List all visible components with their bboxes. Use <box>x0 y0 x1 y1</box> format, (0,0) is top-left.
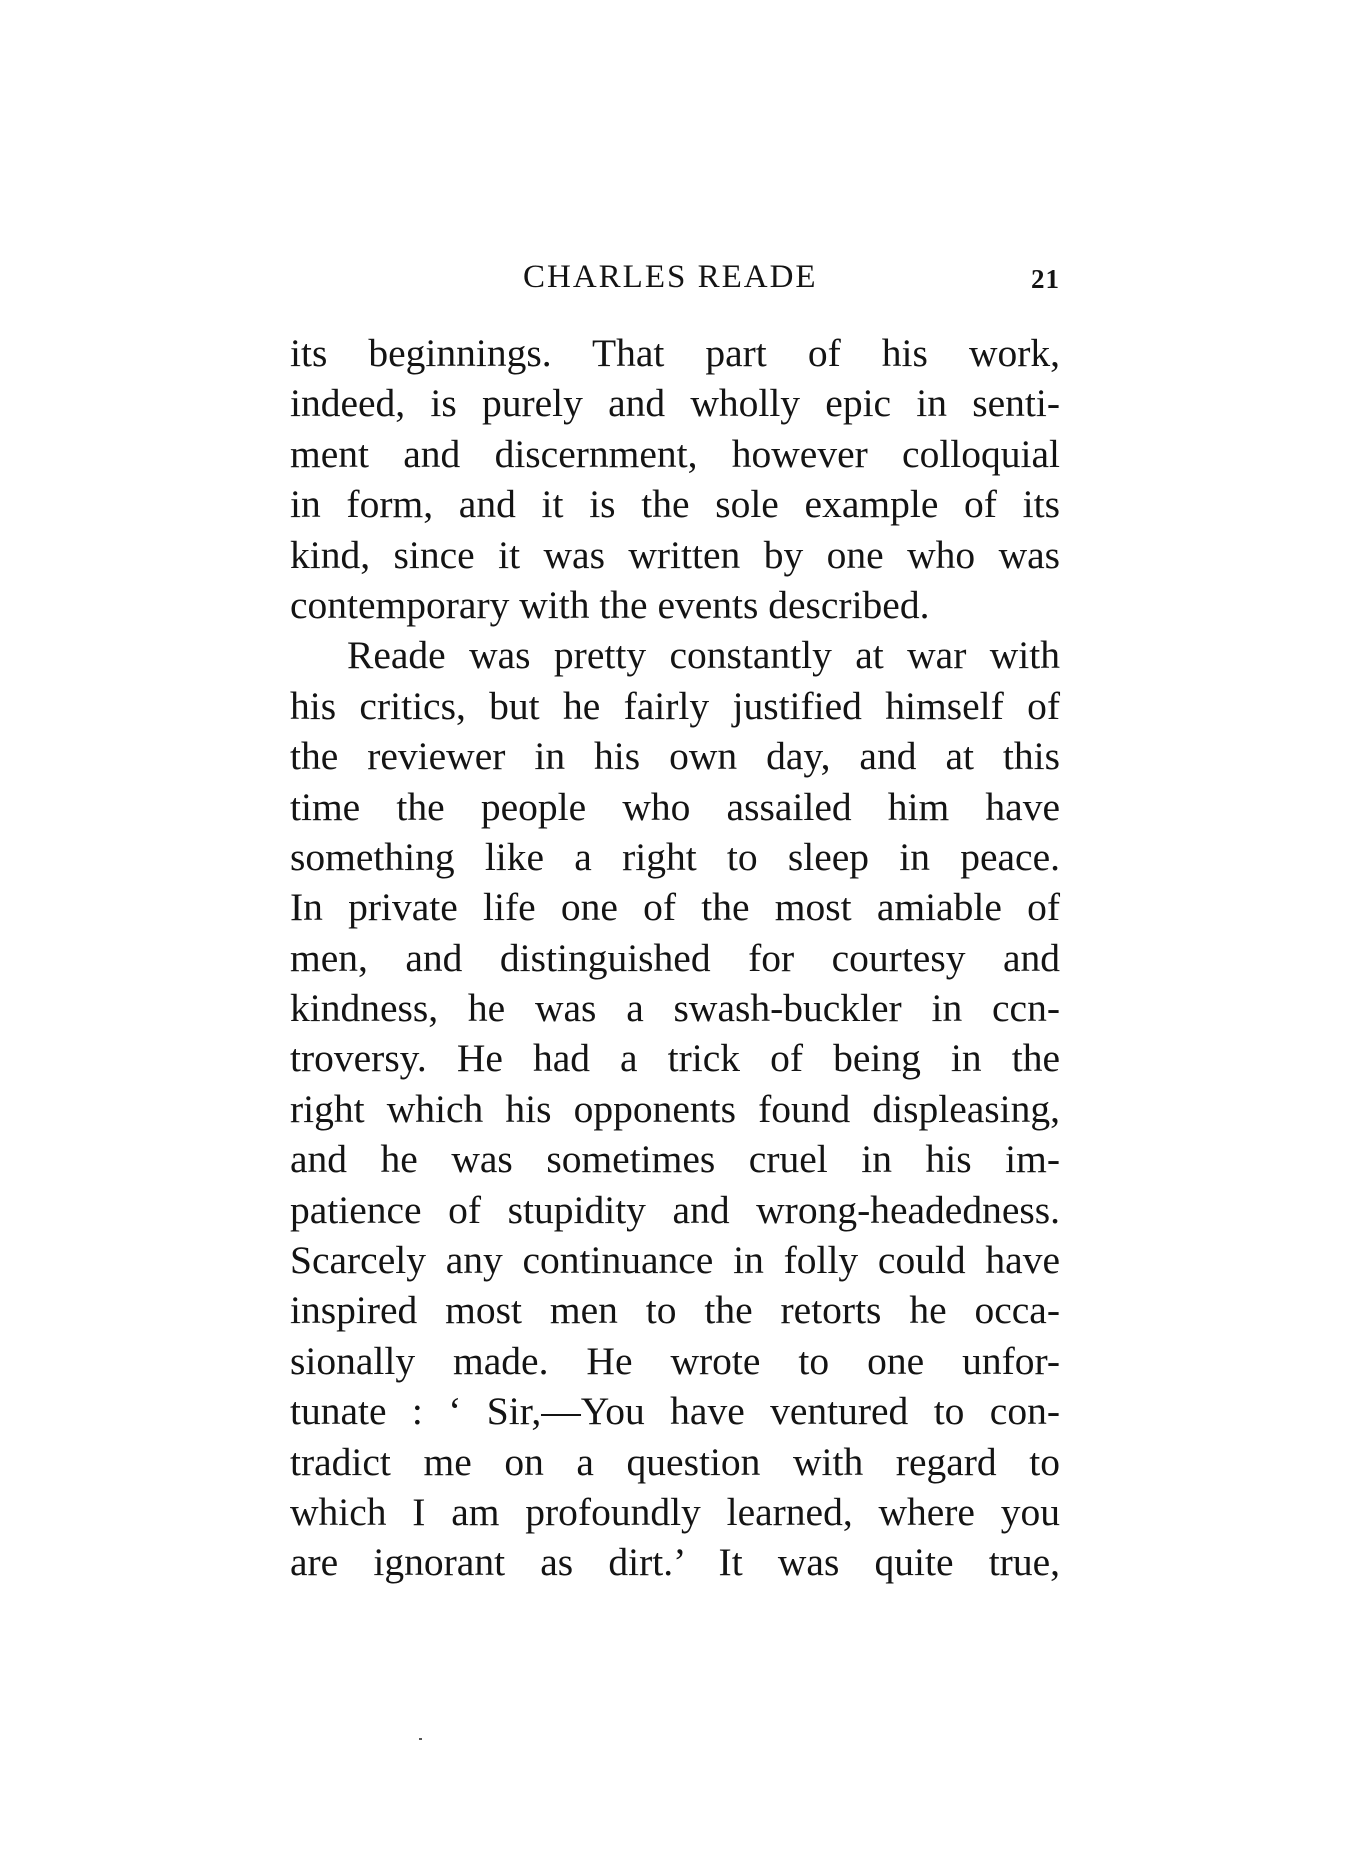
page-number: 21 <box>1031 264 1060 294</box>
text-line: something like a right to sleep in peace. <box>290 834 1060 879</box>
text-line: in form, and it is the sole example of its <box>290 482 1060 527</box>
text-line: ment and discernment, however colloquial <box>290 431 1060 476</box>
text-line: kindness, he was a swash-buckler in ccn- <box>290 986 1060 1031</box>
paragraph-end-line: contemporary with the events described. <box>290 582 930 627</box>
text-line: are ignorant as dirt.’ It was quite true, <box>290 1540 1060 1585</box>
text-line: which I am profoundly learned, where you <box>290 1489 1060 1534</box>
text-line: In private life one of the most amiable of <box>290 885 1060 930</box>
paragraph-start-line: Reade was pretty constantly at war with <box>347 633 1060 678</box>
running-title: CHARLES READE <box>523 259 818 295</box>
text-line: sionally made. He wrote to one unfor- <box>290 1338 1060 1383</box>
stray-ink-mark <box>419 1738 422 1740</box>
text-line: the reviewer in his own day, and at this <box>290 734 1060 779</box>
running-head <box>290 252 1060 302</box>
text-line: time the people who assailed him have <box>290 784 1060 829</box>
text-line: and he was sometimes cruel in his im- <box>290 1137 1060 1182</box>
text-line: indeed, is purely and wholly epic in senti- <box>290 381 1060 426</box>
text-line: tradict me on a question with regard to <box>290 1439 1060 1484</box>
text-line: right which his opponents found displeasing, <box>290 1086 1060 1131</box>
text-line: patience of stupidity and wrong-headedness. <box>290 1187 1060 1232</box>
text-line: kind, since it was written by one who was <box>290 532 1060 577</box>
text-line: troversy. He had a trick of being in the <box>290 1036 1060 1081</box>
text-line: its beginnings. That part of his work, <box>290 331 1060 375</box>
text-line: inspired most men to the retorts he occa- <box>290 1288 1060 1333</box>
body-text <box>290 328 1060 1588</box>
text-line: his critics, but he fairly justified himself of <box>290 683 1060 728</box>
text-line: tunate : ‘ Sir,—You have ventured to con- <box>290 1389 1060 1434</box>
text-line: men, and distinguished for courtesy and <box>290 935 1060 980</box>
text-line: Scarcely any continuance in folly could have <box>290 1238 1060 1283</box>
